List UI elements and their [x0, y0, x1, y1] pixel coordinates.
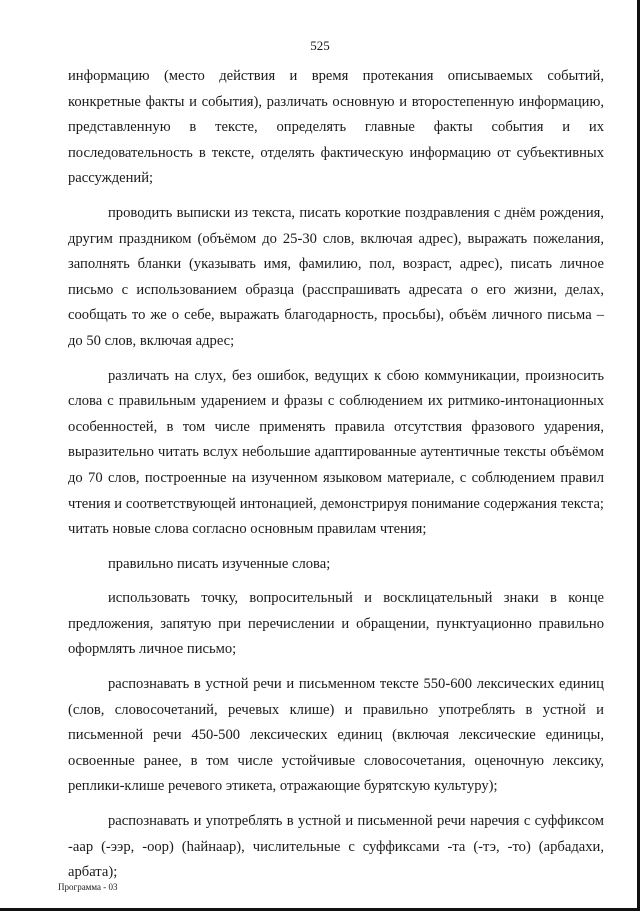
footer-label: Программа - 03 — [58, 882, 118, 892]
paragraph-3: различать на слух, без ошибок, ведущих к сбою коммуникации, произносить слова с правильным ударением и фразы с соблюдением их ритмико-интонационных особенностей, в том числе применять правила отсутствия фразового ударения, выразительно читать вслух небольшие адаптированные аутентичные тексты объёмом до 70 слов, построенные на изученном языковом материале, с соблюдением правил чтения и соответствующей интонацией, демонстрируя понимание содержания текста; читать новые слова согласно основным правилам чтения; — [68, 367, 604, 538]
paragraph-1: информацию (место действия и время протекания описываемых событий, конкретные факты и события), различать основную и второстепенную информацию, представленную в тексте, определять главные факты события и их последовательность в тексте, отделять фактическую информацию от субъективных рассуждений; — [68, 68, 604, 187]
paragraph-4: правильно писать изученные слова; — [108, 555, 331, 572]
paragraph-2: проводить выписки из текста, писать короткие поздравления с днём рождения, другим праздником (объёмом до 25-30 слов, включая адрес), выражать пожелания, заполнять бланки (указывать имя, фамилию, пол, возраст, адрес), писать личное письмо с использованием образца (расспрашивать адресата о его жизни, делах, сообщать то же о себе, выражать благодарность, просьбы), объём личного письма – до 50 слов, включая адрес; — [68, 204, 604, 349]
paragraph-7: распознавать и употреблять в устной и письменной речи наречия с суффиксом -аар (-ээр, -оор) (hайнаар), числительные с суффиксами -та (-тэ, -то) (арбадахи, арбата); — [68, 813, 604, 881]
paragraph-6: распознавать в устной речи и письменном тексте 550-600 лексических единиц (слов, словосочетаний, речевых клише) и правильно употреблять в устной и письменной речи 450-500 лексических единиц (включая лексические единицы, освоенные ранее, в том числе устойчивые словосочетания, оценочную лексику, реплики-клише речевого этикета, отражающие бурятскую культуру); — [68, 676, 604, 795]
body-text — [68, 64, 604, 886]
page-number: 525 — [310, 38, 330, 53]
paragraph-5: использовать точку, вопросительный и восклицательный знаки в конце предложения, запятую при перечислении и обращении, пунктуационно правильно оформлять личное письмо; — [68, 590, 604, 658]
